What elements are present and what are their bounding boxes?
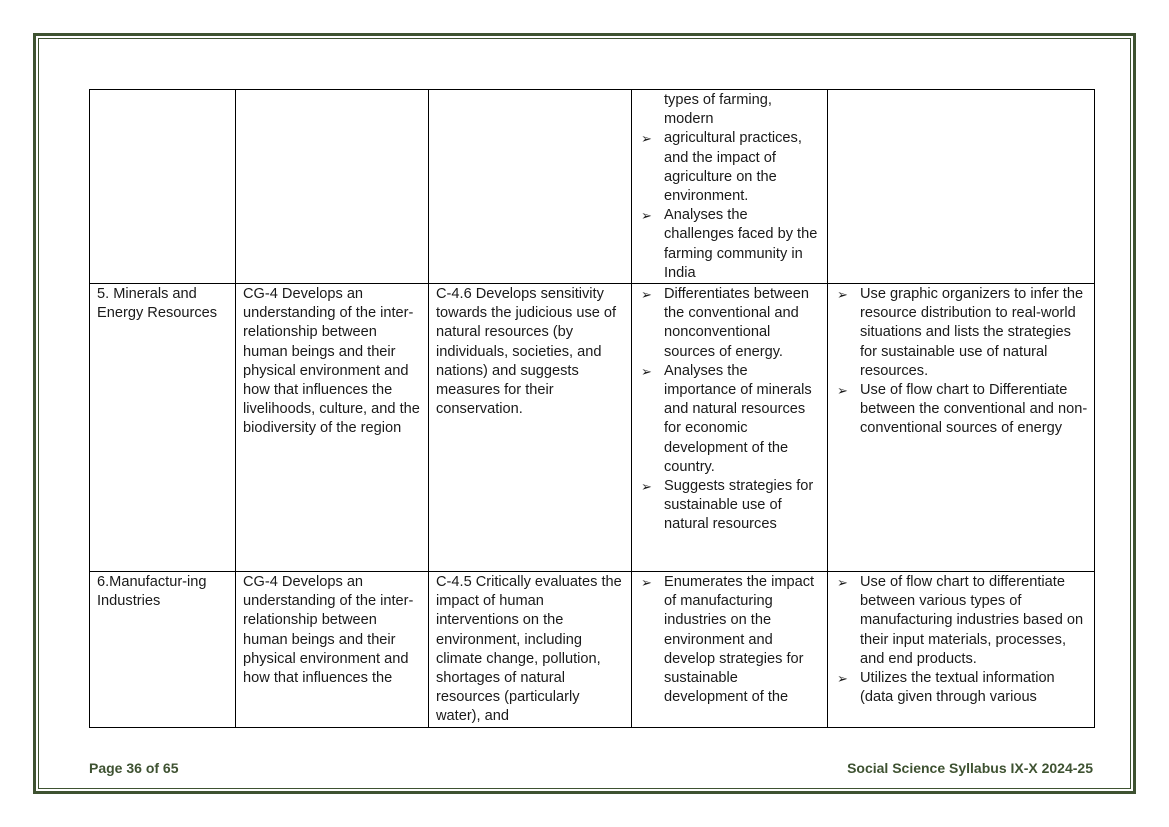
list-item-text: Analyses the importance of minerals and natural resources for economic development of the country. [664, 362, 812, 475]
list-item [639, 91, 821, 129]
outcomes-list [639, 573, 821, 707]
list-item-text: agricultural practices, and the impact of agriculture on the environment. [664, 130, 802, 205]
list-item [639, 573, 821, 707]
arrowhead-bullet-icon: ➢ [837, 287, 848, 303]
arrowhead-bullet-icon: ➢ [837, 671, 848, 687]
list-item [639, 285, 821, 362]
list-item [835, 573, 1088, 669]
outcomes-list [639, 285, 821, 535]
arrowhead-bullet-icon: ➢ [641, 287, 652, 303]
competency-cell: C-4.5 Critically evaluates the impact of human interventions on the environment, including climate change, pollution, shortages of natural resources (particularly water), and [429, 572, 632, 728]
list-item-text: Use graphic organizers to infer the resource distribution to real-world situations and lists the strategies for sustainable use of natural resources. [860, 286, 1084, 379]
document-title: Social Science Syllabus IX-X 2024-25 [847, 760, 1093, 776]
topic-cell: 5. Minerals and Energy Resources [90, 284, 236, 572]
syllabus-table [89, 89, 1095, 728]
curricular-goal-cell: CG-4 Develops an understanding of the inter-relationship between human beings and their physical environment and how that influences the [236, 572, 429, 728]
pedagogy-cell [828, 572, 1095, 728]
page-number: Page 36 of 65 [89, 760, 179, 776]
topic-cell: 6.Manufactur-ing Industries [90, 572, 236, 728]
list-item-text: Differentiates between the conventional and nonconventional sources of energy. [664, 286, 809, 360]
learning-outcomes-cell [632, 572, 828, 728]
list-item [639, 362, 821, 477]
arrowhead-bullet-icon: ➢ [641, 131, 652, 147]
list-item-text: types of farming, modern [664, 92, 772, 128]
learning-outcomes-cell [632, 284, 828, 572]
arrowhead-bullet-icon: ➢ [641, 208, 652, 224]
list-item-text: Utilizes the textual information (data given through various [860, 670, 1055, 706]
topic-cell [90, 90, 236, 284]
pedagogy-list [835, 573, 1088, 707]
list-item [639, 206, 821, 283]
arrowhead-bullet-icon: ➢ [641, 575, 652, 591]
curricular-goal-cell: CG-4 Develops an understanding of the inter-relationship between human beings and their physical environment and how that influences the livelihoods, culture, and the biodiversity of the region [236, 284, 429, 572]
table-row [90, 284, 1095, 572]
list-item [835, 381, 1088, 439]
list-item-text: Enumerates the impact of manufacturing industries on the environment and develop strategies for sustainable development of the [664, 574, 815, 706]
list-item [835, 669, 1088, 707]
arrowhead-bullet-icon: ➢ [837, 383, 848, 399]
arrowhead-bullet-icon: ➢ [837, 575, 848, 591]
pedagogy-cell [828, 284, 1095, 572]
competency-cell [429, 90, 632, 284]
competency-cell: C-4.6 Develops sensitivity towards the judicious use of natural resources (by individuals, societies, and nations) and suggests measures for their conservation. [429, 284, 632, 572]
outcomes-list [639, 91, 821, 283]
list-item [639, 477, 821, 535]
pedagogy-cell [828, 90, 1095, 284]
arrowhead-bullet-icon: ➢ [641, 363, 652, 379]
table-row [90, 90, 1095, 284]
list-item-text: Use of flow chart to differentiate between various types of manufacturing industries based on their input materials, processes, and end products. [860, 574, 1084, 667]
pedagogy-list [835, 285, 1088, 439]
curricular-goal-cell [236, 90, 429, 284]
arrowhead-bullet-icon: ➢ [641, 479, 652, 495]
list-item [639, 129, 821, 206]
learning-outcomes-cell [632, 90, 828, 284]
table-row [90, 572, 1095, 728]
list-item [835, 285, 1088, 381]
list-item-text: Suggests strategies for sustainable use of natural resources [664, 478, 814, 533]
list-item-text: Use of flow chart to Differentiate between the conventional and non-conventional sources of energy [860, 382, 1088, 437]
list-item-text: Analyses the challenges faced by the farming community in India [664, 207, 818, 281]
